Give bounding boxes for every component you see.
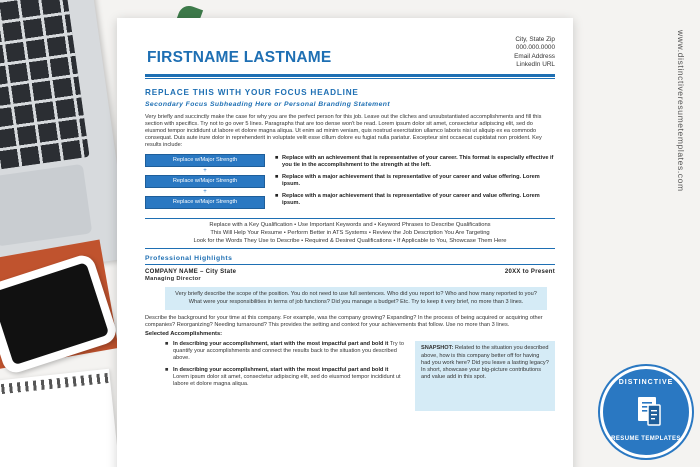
section-title: Professional Highlights: [145, 255, 555, 265]
accomplishment-text: Try to quantify your accomplishments and connect the results back to the situation you described above.: [173, 341, 404, 362]
snapshot-label: SNAPSHOT:: [421, 345, 454, 352]
accomplishment-bold: In describing your accomplishment, start with the most impactful part and bold it: [173, 367, 389, 374]
badge-top-text: DISTINCTIVE: [618, 379, 674, 386]
laptop-trackpad: [0, 164, 92, 247]
strength-box: Replace w/Major Strength: [145, 196, 265, 209]
strength-box: Replace w/Major Strength: [145, 175, 265, 188]
accomplishment-text: Lorem ipsum dolor sit amet, consectetur adipiscing elit, sed do eiusmod tempor incididunt ut labore et dolore magna aliqua.: [173, 374, 401, 388]
laptop-decoration: [0, 0, 130, 279]
candidate-name: FIRSTNAME LASTNAME: [147, 48, 332, 66]
achievement-item: [275, 155, 555, 169]
brand-badge: [600, 366, 692, 458]
snapshot-box: [415, 341, 555, 411]
contact-city: City, State Zip: [515, 36, 555, 43]
contact-block: [514, 36, 555, 73]
qualification-line: This Will Help Your Resume • Perform Better in ATS Systems • Review the Job Description You Are Targeting: [210, 229, 490, 236]
selected-accomplishments-label: Selected Accomplishments:: [145, 331, 223, 338]
contact-linkedin: LinkedIn URL: [516, 61, 555, 69]
bullet-icon: ■: [275, 173, 279, 180]
resume-page: [117, 18, 573, 467]
bullet-icon: ■: [275, 192, 279, 199]
accomplishment-bold: In describing your accomplishment, start with the most impactful part and bold it: [173, 341, 389, 348]
header-rule-thin: [145, 78, 555, 79]
contact-phone: 000.000.0000: [515, 44, 555, 52]
website-watermark: www.distinctiveresumetemplates.com: [676, 30, 686, 192]
header-rule: [145, 74, 555, 77]
badge-bottom-text: RESUME TEMPLATES: [611, 436, 681, 442]
accomplishments-area: [145, 341, 555, 411]
qualification-line: Replace with a Key Qualification • Use Important Keywords and • Keyword Phrases to Describe Qualifications: [209, 221, 491, 228]
laptop-keyboard: [0, 0, 90, 172]
strengths-block: [145, 154, 555, 212]
job-dates: 20XX to Present: [504, 269, 555, 276]
resume-header: [145, 36, 555, 73]
strength-box: Replace w/Major Strength: [145, 154, 265, 167]
document-icon: [630, 393, 668, 431]
accomplishment-item: [165, 367, 405, 388]
scope-box: Very briefly describe the scope of the position. You do not need to use full sentences. Who did you report to? Who and how many reported to you? What were your responsibilities in terms of job functions? Did you manage a budget? Etc. Try to keep it very brief, no more than 3 lines.: [165, 287, 547, 310]
achievement-item: [275, 174, 555, 188]
spiral-notepad: [0, 369, 120, 467]
accomplishment-item: [165, 341, 405, 362]
bullet-icon: ■: [275, 154, 279, 161]
achievement-text: Replace with a major achievement that is representative of your career and value offering. Lorem ipsum.: [282, 173, 540, 187]
company-name: COMPANY NAME – City State: [145, 269, 237, 276]
achievement-text: Replace with a major achievement that is representative of your career and value offering. Lorem ipsum.: [282, 192, 540, 206]
summary-paragraph: Very briefly and succinctly make the case for why you are the perfect person for this job. Leave out the cliches and unsubstantiated accomplishments and fill this section with specifics. Try not to go over 5 lines. Paragraphs that are too dense won't be read. Lorem ipsum dolor sit amet, consectetur adipiscing elit, sed do eiusmod tempor incididunt ut labore et dolore magna aliqua. Ut enim ad minim veniam, quis nostrud exercitation ullamco laboris nisi ut aliquip ex ea commodo consequat. Duis aute irure dolor in reprehenderit in voluptate velit esse cillum dolore eu fugiat nulla pariatur. Excepteur sint occaecat cupidatat non proident. Key results include:: [145, 113, 542, 149]
strengths-column: [145, 154, 265, 212]
strength-connector-icon: +: [203, 167, 207, 174]
strength-connector-icon: +: [203, 188, 207, 195]
achievement-text: Replace with an achievement that is representative of your career. This format is especially effective if you tie in the accomplishment to the strength at the left.: [282, 154, 554, 168]
contact-email: Email Address: [514, 52, 555, 60]
qualification-line: Look for the Words They Use to Describe • Required & Desired Qualifications • If Applicable to You, Showcase Them Here: [193, 238, 507, 245]
accomplishment-list: [145, 341, 415, 411]
achievement-item: [275, 193, 555, 207]
focus-subheading: Secondary Focus Subheading Here or Personal Branding Statement: [145, 100, 390, 108]
bullet-icon: ■: [165, 341, 169, 348]
qualifications-box: [145, 218, 555, 250]
snapshot-text: Related to the situation you described above, how is this company better off for having had you work here? Did you leave a lasting legacy? In short, showcase your big-picture contributions and value add in this spot.: [421, 345, 549, 381]
job-title: Managing Director: [145, 276, 201, 283]
focus-headline: REPLACE THIS WITH YOUR FOCUS HEADLINE: [145, 87, 359, 97]
background-paragraph: Describe the background for your time at this company. For example, was the company growing? Expanding? In the process of being acquired or acquiring other companies? Reorganizing? Needing turnaround? This provides the setting and context for your achievements that follow. Use no more than 3 lines.: [145, 315, 543, 329]
achievements-column: [265, 154, 555, 212]
bullet-icon: ■: [165, 367, 169, 374]
job-header: [145, 269, 555, 275]
